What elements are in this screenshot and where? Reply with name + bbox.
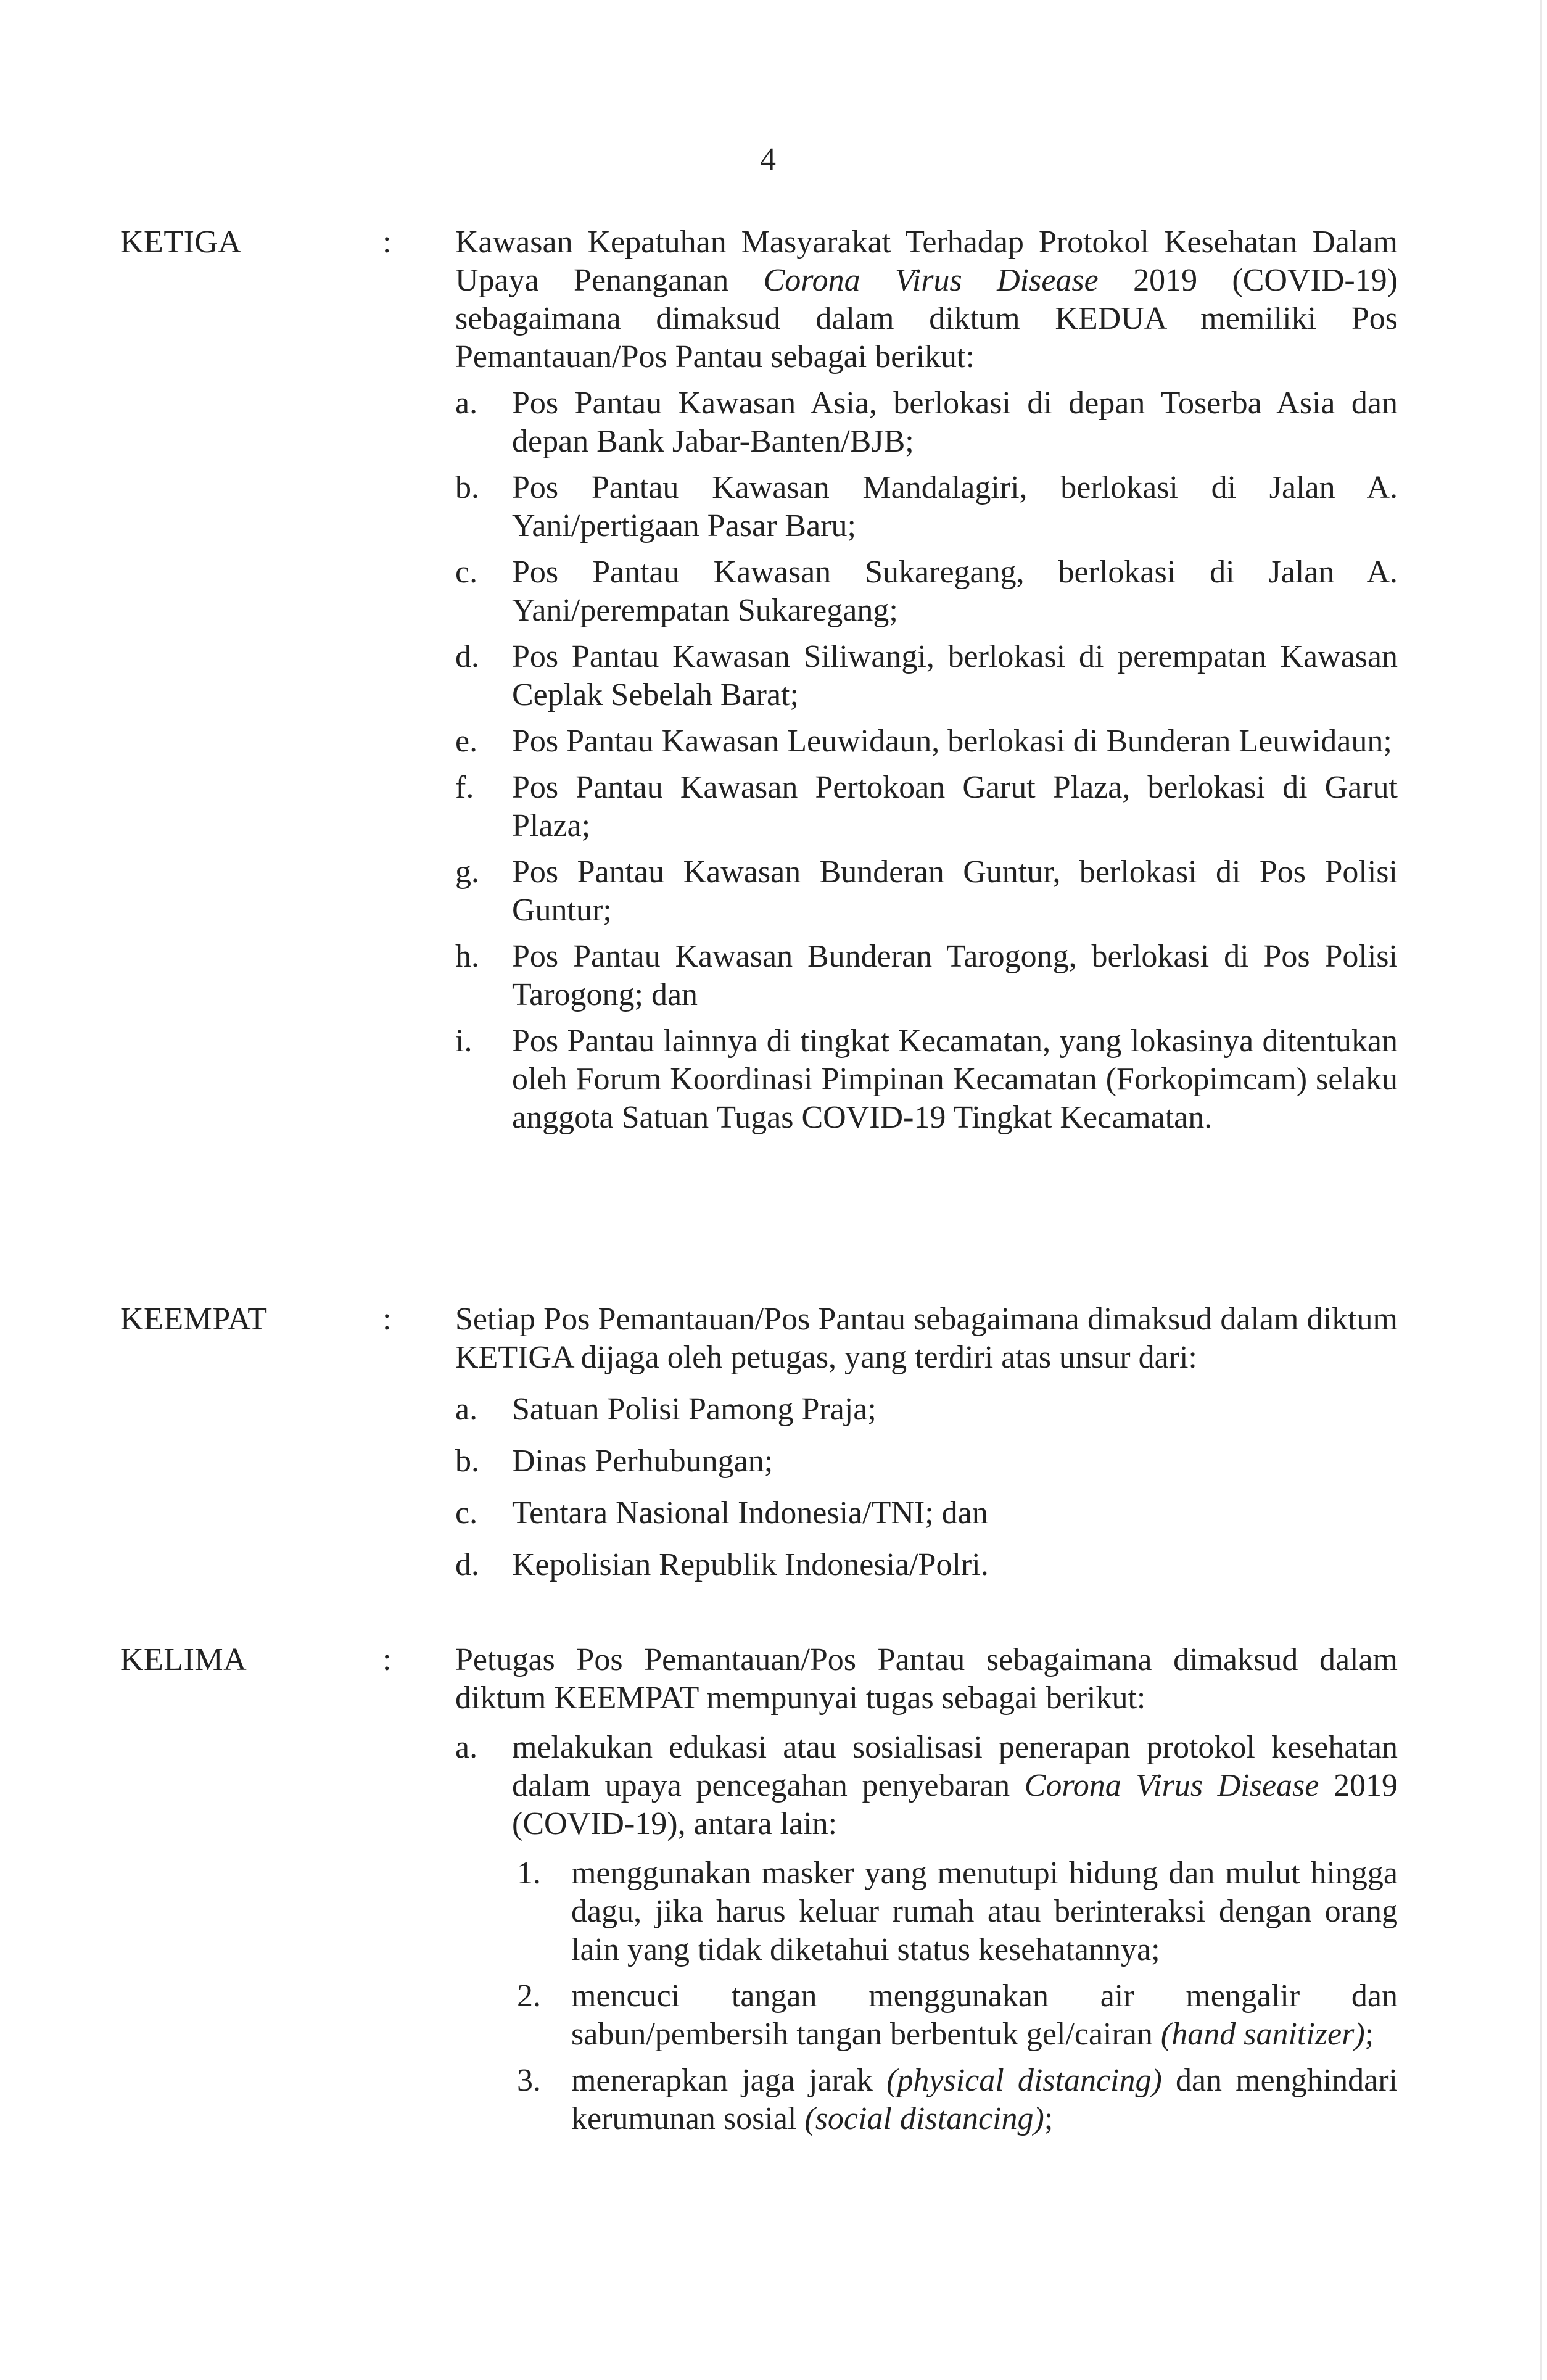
- list-item-text: Pos Pantau Kawasan Sukaregang, berlokasi di Jalan A. Yani/perempatan Sukaregang;: [512, 555, 1398, 628]
- diktum-intro: Petugas Pos Pemantauan/Pos Pantau sebagaimana dimaksud dalam diktum KEEMPAT mempunyai tugas sebagai berikut:: [455, 1642, 1398, 1716]
- intro-text: 2019 (COVID-19) sebagaimana dimaksud dalam diktum KEDUA memiliki Pos Pemantauan/Pos Pantau sebagai berikut:: [455, 263, 1398, 374]
- list-item: [455, 1442, 1398, 1481]
- list-marker: e.: [455, 724, 478, 759]
- diktum-label: KELIMA: [120, 1642, 247, 1677]
- diktum-colon: :: [382, 225, 392, 260]
- italic-term: (hand sanitizer): [1160, 2017, 1365, 2052]
- list-item: [455, 1546, 1398, 1584]
- list-item-text: ;: [1364, 2017, 1374, 2052]
- list-item-text: Pos Pantau Kawasan Bunderan Guntur, berlokasi di Pos Polisi Guntur;: [512, 854, 1398, 928]
- diktum-body: [455, 1641, 1398, 2138]
- list-marker: a.: [455, 386, 478, 421]
- italic-term: Corona Virus Disease: [1024, 1768, 1319, 1803]
- list-marker: d.: [455, 639, 479, 674]
- list-marker: b.: [455, 1444, 479, 1479]
- list-marker: i.: [455, 1023, 472, 1059]
- list-item-text: Pos Pantau Kawasan Mandalagiri, berlokasi di Jalan A. Yani/pertigaan Pasar Baru;: [512, 470, 1398, 543]
- diktum-body: [455, 223, 1398, 1137]
- diktum-label: KEEMPAT: [120, 1302, 268, 1337]
- list-item: [455, 938, 1398, 1014]
- list-item-text: Pos Pantau Kawasan Leuwidaun, berlokasi di Bunderan Leuwidaun;: [512, 724, 1392, 759]
- list-item: [455, 1729, 1398, 1843]
- sub-list-item: [455, 1854, 1398, 1969]
- list-item: [455, 853, 1398, 930]
- list-marker: g.: [455, 854, 479, 890]
- list-marker: a.: [455, 1392, 478, 1427]
- diktum-intro: [455, 223, 1398, 376]
- list-marker: 1.: [517, 1856, 541, 1891]
- list-marker: h.: [455, 939, 479, 974]
- list-item: [455, 1390, 1398, 1429]
- list-item: [455, 553, 1398, 630]
- list-item: [455, 469, 1398, 545]
- list-item-text: Tentara Nasional Indonesia/TNI; dan: [512, 1495, 988, 1531]
- list-marker: 2.: [517, 1978, 541, 2014]
- list-marker: f.: [455, 770, 474, 805]
- list-item-text: Pos Pantau Kawasan Siliwangi, berlokasi di perempatan Kawasan Ceplak Sebelah Barat;: [512, 639, 1398, 713]
- sub-list-item: [455, 1977, 1398, 2054]
- diktum-body: [455, 1300, 1398, 1584]
- diktum-intro: Setiap Pos Pemantauan/Pos Pantau sebagaimana dimaksud dalam diktum KETIGA dijaga oleh petugas, yang terdiri atas unsur dari:: [455, 1302, 1398, 1375]
- list-item: [455, 384, 1398, 461]
- page-number: 4: [760, 142, 776, 177]
- list-item-text: Pos Pantau Kawasan Pertokoan Garut Plaza, berlokasi di Garut Plaza;: [512, 770, 1398, 843]
- intro-italic-term: Corona Virus Disease: [763, 263, 1099, 298]
- list-item: [455, 1494, 1398, 1532]
- list-item-text: Kepolisian Republik Indonesia/Polri.: [512, 1547, 989, 1582]
- scan-edge-line: [1540, 0, 1542, 2380]
- list-item-text: Pos Pantau lainnya di tingkat Kecamatan, yang lokasinya ditentukan oleh Forum Koordinasi Pimpinan Kecamatan (Forkopimcam) selaku anggota Satuan Tugas COVID-19 Tingkat Kecamatan.: [512, 1023, 1398, 1135]
- list-item: [455, 1022, 1398, 1137]
- list-item-text: Pos Pantau Kawasan Asia, berlokasi di depan Toserba Asia dan depan Bank Jabar-Banten/BJB;: [512, 386, 1398, 459]
- list-marker: c.: [455, 1495, 478, 1531]
- list-item-text: melakukan edukasi atau sosialisasi penerapan protokol kesehatan dalam upaya pencegahan penyebaran: [512, 1730, 1398, 1803]
- sub-list-item: [455, 2062, 1398, 2138]
- list-marker: a.: [455, 1730, 478, 1765]
- list-item: [455, 638, 1398, 714]
- list-item: [455, 769, 1398, 845]
- italic-term: (physical distancing): [886, 2063, 1162, 2098]
- list-item-text: mencuci tangan menggunakan air mengalir dan sabun/pembersih tangan berbentuk gel/cairan: [571, 1978, 1398, 2052]
- list-item-text: ;: [1044, 2101, 1054, 2136]
- diktum-colon: :: [382, 1642, 392, 1677]
- list-item-text: Satuan Polisi Pamong Praja;: [512, 1392, 877, 1427]
- list-item-text: dan menghindari kerumunan sosial: [571, 2063, 1398, 2136]
- list-item-text: 2019 (COVID-19), antara lain:: [512, 1768, 1398, 1841]
- list-marker: c.: [455, 555, 478, 590]
- list-marker: d.: [455, 1547, 479, 1582]
- italic-term: (social distancing): [804, 2101, 1044, 2136]
- list-marker: b.: [455, 470, 479, 505]
- list-item-text: menggunakan masker yang menutupi hidung dan mulut hingga dagu, jika harus keluar rumah atau berinteraksi dengan orang lain yang tidak diketahui status kesehatannya;: [571, 1856, 1398, 1967]
- intro-text: Kawasan Kepatuhan Masyarakat Terhadap Protokol Kesehatan Dalam Upaya Penanganan: [455, 225, 1398, 298]
- list-item-text: Pos Pantau Kawasan Bunderan Tarogong, berlokasi di Pos Polisi Tarogong; dan: [512, 939, 1398, 1012]
- list-item: [455, 722, 1398, 761]
- diktum-label: KETIGA: [120, 225, 242, 260]
- list-marker: 3.: [517, 2063, 541, 2098]
- list-item-text: menerapkan jaga jarak: [571, 2063, 887, 2098]
- diktum-colon: :: [382, 1302, 392, 1337]
- list-item-text: Dinas Perhubungan;: [512, 1444, 774, 1479]
